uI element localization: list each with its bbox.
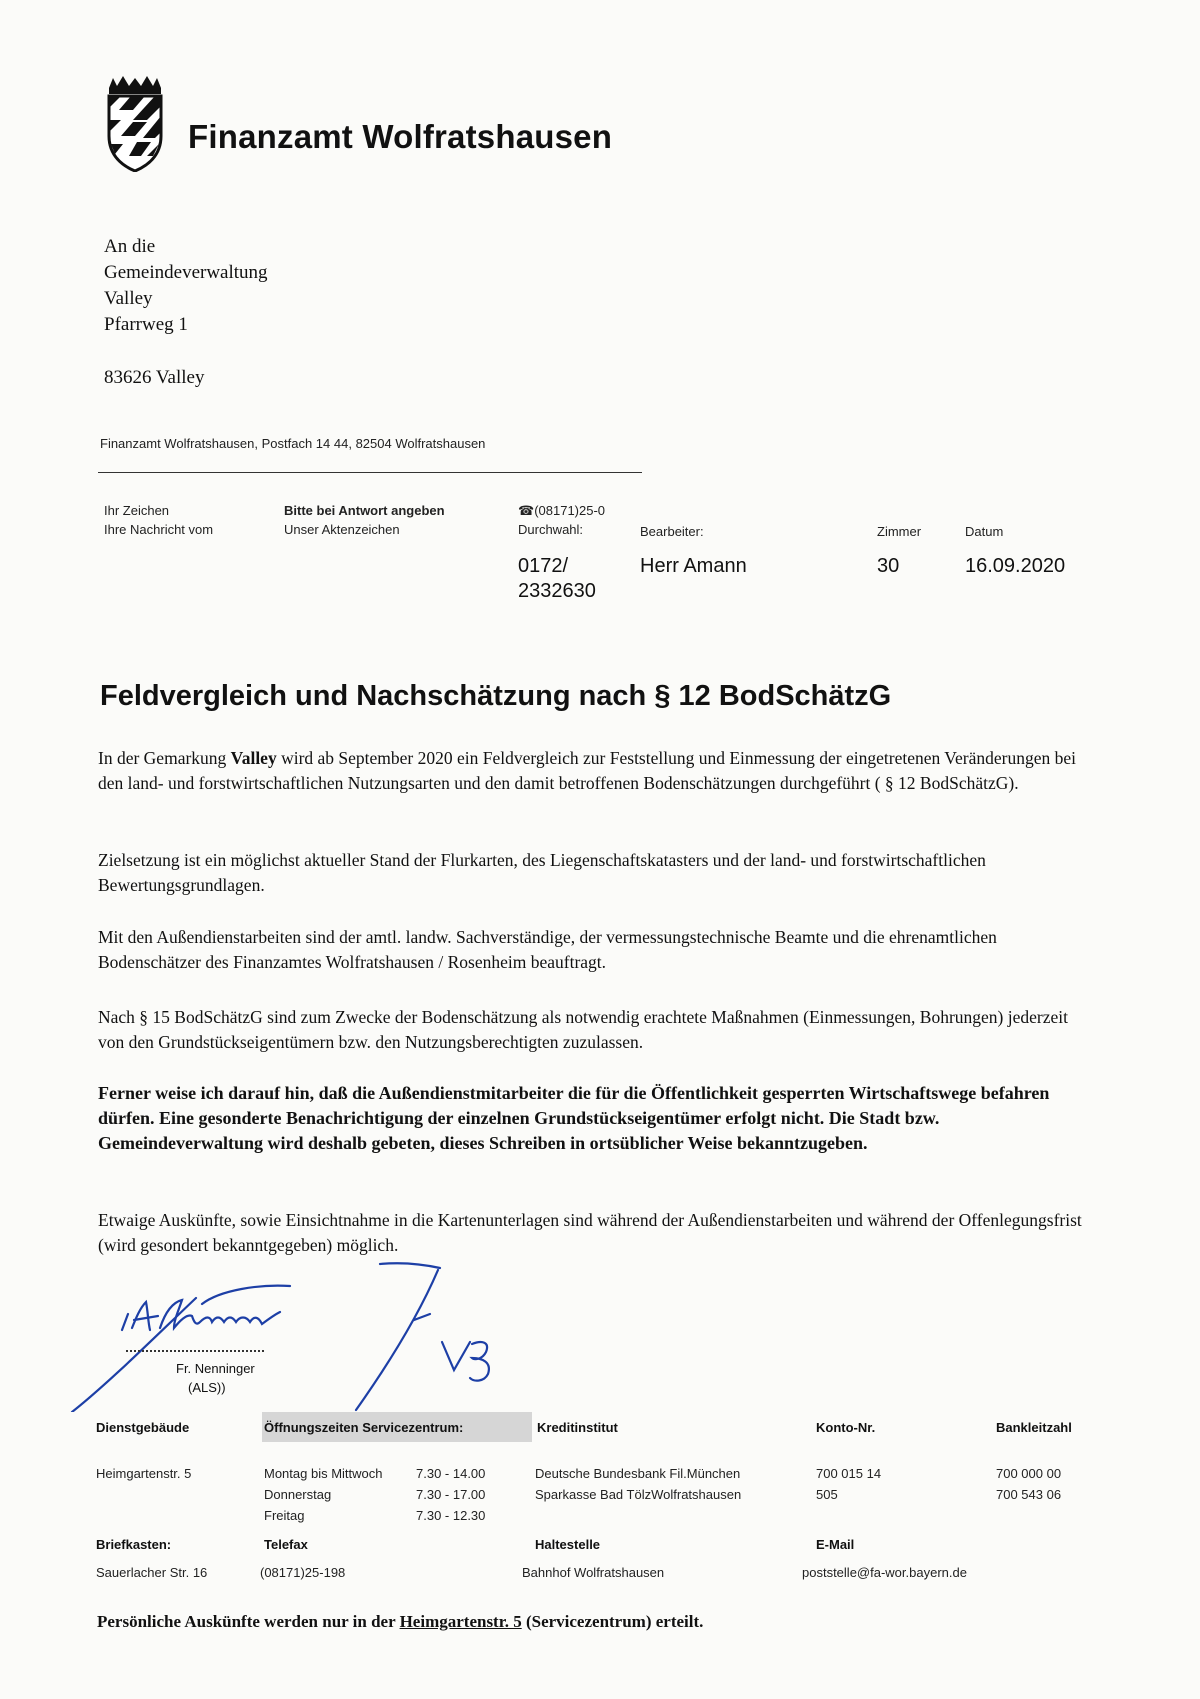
paragraph-1-start: In der Gemarkung [98, 748, 231, 768]
haltestelle-label: Haltestelle [535, 1537, 601, 1552]
bearbeiter-label: Bearbeiter: [640, 524, 704, 539]
briefkasten-value: Sauerlacher Str. 16 [96, 1565, 208, 1580]
bank-2: Sparkasse Bad TölzWolfratshausen [535, 1487, 742, 1502]
recipient-line-2: Gemeindeverwaltung [104, 262, 268, 283]
hours-time-3: 7.30 - 12.30 [416, 1508, 486, 1523]
hours-day-3: Freitag [264, 1508, 305, 1523]
durchwahl-value-2: 2332630 [518, 580, 596, 602]
zimmer-value: 30 [877, 555, 900, 577]
recipient-line-1: An die [104, 236, 156, 257]
closing-street: Heimgartenstr. 5 [399, 1612, 522, 1631]
paragraph-5: Etwaige Auskünfte, sowie Einsichtnahme in die Kartenunterlagen sind während der Außendienstarbeiten und während der Offenlegungsfrist (wird gesondert bekanntgegeben) möglich. [98, 1210, 1082, 1255]
durchwahl-value-1: 0172/ [518, 555, 569, 577]
briefkasten-label: Briefkasten: [96, 1537, 172, 1552]
paragraph-4-bold: Ferner weise ich darauf hin, daß die Außendienstmitarbeiter die für die Öffentlichkeit gesperrten Wirtschaftswege befahren dürfen. Eine gesonderte Benachrichtigung der einzelnen Grundstückseigentümer erfolgt nicht. Die Stadt bzw. Gemeindeverwaltung wird deshalb gebeten, dieses Schreiben in ortsüblicher Weise bekanntzugeben. [98, 1083, 1050, 1153]
phone-number: ☎(08171)25-0 [518, 503, 606, 518]
zimmer-label: Zimmer [877, 524, 922, 539]
kreditinstitut-label: Kreditinstitut [537, 1420, 618, 1435]
sender-divider [98, 472, 642, 473]
bank-1: Deutsche Bundesbank Fil.München [535, 1466, 741, 1481]
blz-label: Bankleitzahl [996, 1420, 1072, 1435]
dienstgebaeude-value: Heimgartenstr. 5 [96, 1466, 192, 1481]
hours-time-2: 7.30 - 17.00 [416, 1487, 486, 1502]
blz-1: 700 000 00 [996, 1466, 1062, 1481]
email-value: poststelle@fa-wor.bayern.de [802, 1565, 967, 1580]
email-label: E-Mail [816, 1537, 855, 1552]
ihr-zeichen-label: Ihr Zeichen [104, 503, 170, 518]
hours-time-1: 7.30 - 14.00 [416, 1466, 486, 1481]
blz-2: 700 543 06 [996, 1487, 1062, 1502]
recipient-postal: 83626 Valley [104, 367, 205, 388]
handwritten-signatures [70, 1262, 510, 1412]
signer-name: Fr. Nenninger [176, 1361, 255, 1376]
closing-note [97, 1612, 703, 1632]
recipient-line-3: Valley [104, 288, 153, 309]
ihre-nachricht-label: Ihre Nachricht vom [104, 522, 214, 537]
bitte-antwort-label: Bitte bei Antwort angeben [284, 503, 445, 518]
sender-line: Finanzamt Wolfratshausen, Postfach 14 44, 82504 Wolfratshausen [100, 436, 486, 451]
konto-2: 505 [816, 1487, 838, 1502]
durchwahl-label: Durchwahl: [518, 522, 584, 537]
hours-day-2: Donnerstag [264, 1487, 332, 1502]
signer-role: (ALS)) [188, 1380, 226, 1395]
telefax-value: (08171)25-198 [260, 1565, 346, 1580]
opening-hours-label: Öffnungszeiten Servicezentrum: [264, 1420, 464, 1435]
paragraph-1-end: wird ab September 2020 ein Feldvergleich zur Feststellung und Einmessung der eingetretenen Veränderungen bei den land- und forstwirtschaftlichen Nutzungsarten und den damit betroffenen Bodenschätzungen durchgeführt ( § 12 BodSchätzG). [98, 748, 1076, 793]
konto-1: 700 015 14 [816, 1466, 882, 1481]
paragraph-3: Mit den Außendienstarbeiten sind der amtl. landw. Sachverständige, der vermessungstechnische Beamte und die ehrenamtlichen Bodenschätzer des Finanzamtes Wolfratshausen / Rosenheim beauftragt. [98, 927, 997, 972]
paragraph-1 [98, 746, 1098, 796]
office-name: Finanzamt Wolfratshausen [188, 118, 613, 155]
signature-line [126, 1350, 264, 1352]
bearbeiter-value: Herr Amann [640, 555, 747, 577]
bavarian-coat-of-arms-icon [103, 76, 167, 172]
telefax-label: Telefax [264, 1537, 308, 1552]
haltestelle-value: Bahnhof Wolfratshausen [522, 1565, 665, 1580]
paragraph-2: Zielsetzung ist ein möglichst aktueller Stand der Flurkarten, des Liegenschaftskatasters und der land- und forstwirtschaftlichen Bewertungsgrundlagen. [98, 850, 986, 895]
dienstgebaeude-label: Dienstgebäude [96, 1420, 190, 1435]
paragraph-4: Nach § 15 BodSchätzG sind zum Zwecke der Bodenschätzung als notwendig erachtete Maßnahmen (Einmessungen, Bohrungen) jederzeit von den Grundstückseigentümern bzw. den Nutzungsberechtigten zuzulassen. [98, 1007, 1068, 1052]
subject-heading: Feldvergleich und Nachschätzung nach § 12 BodSchätzG [100, 680, 892, 712]
hours-day-1: Montag bis Mittwoch [264, 1466, 383, 1481]
closing-end: (Servicezentrum) erteilt. [521, 1612, 704, 1631]
datum-value: 16.09.2020 [965, 555, 1066, 577]
gemarkung-place: Valley [230, 748, 277, 768]
datum-label: Datum [965, 524, 1004, 539]
recipient-line-4: Pfarrweg 1 [104, 314, 188, 335]
konto-label: Konto-Nr. [816, 1420, 876, 1435]
closing-start: Persönliche Auskünfte werden nur in der [97, 1612, 400, 1631]
aktenzeichen-label: Unser Aktenzeichen [284, 522, 400, 537]
